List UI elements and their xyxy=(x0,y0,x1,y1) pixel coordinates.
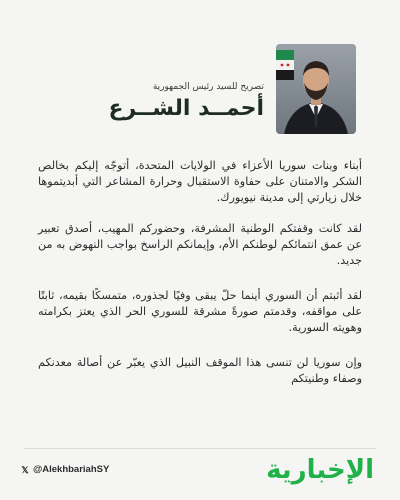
statement-header xyxy=(36,44,356,136)
logo-text: الإخبارية xyxy=(266,455,374,485)
social-handle[interactable] xyxy=(20,464,109,475)
portrait-image xyxy=(276,44,356,134)
paragraph-2: لقد كانت وقفتكم الوطنية المشرفة، وحضوركم المهيب، أصدق تعبير عن عمق انتمائكم لوطنكم الأم، وإيمانكم الراسخ بواجب النهوض به من جديد. xyxy=(38,222,362,267)
paragraph-4: وإن سوريا لن تنسى هذا الموقف النبيل الذي يعبّر عن أصالة معدنكم وصفاء وطنيتكم xyxy=(38,356,362,385)
president-name: أحمــد الشــرع xyxy=(108,96,264,121)
footer-divider xyxy=(24,448,376,449)
president-portrait xyxy=(276,44,356,134)
social-handle-text: @AlekhbariahSY xyxy=(33,464,110,475)
title-block xyxy=(109,81,265,123)
statement-body xyxy=(38,158,362,402)
statement-subtitle: تصريح للسيد رئيس الجمهورية xyxy=(152,82,264,92)
paragraph-3: لقد أثبتم أن السوري أينما حلّ يبقى وفيًا لجذوره، متمسكًا بقيمه، ثابتًا على مواقفه، وقدمتم صورةً مشرقة للسوري الحر الذي يعتز بكرامته وهويته السورية. xyxy=(38,289,362,334)
x-logo-icon: 𝕏 xyxy=(21,464,29,475)
paragraph-1: أبناء وبنات سوريا الأعزاء في الولايات المتحدة، أتوجّه إليكم بخالص الشكر والامتنان على حفاوة الاستقبال وحرارة المشاعر التي أبديتموها خلال زيارتي إلى مدينة نيويورك. xyxy=(38,159,362,204)
alekhbariah-logo xyxy=(266,454,374,486)
